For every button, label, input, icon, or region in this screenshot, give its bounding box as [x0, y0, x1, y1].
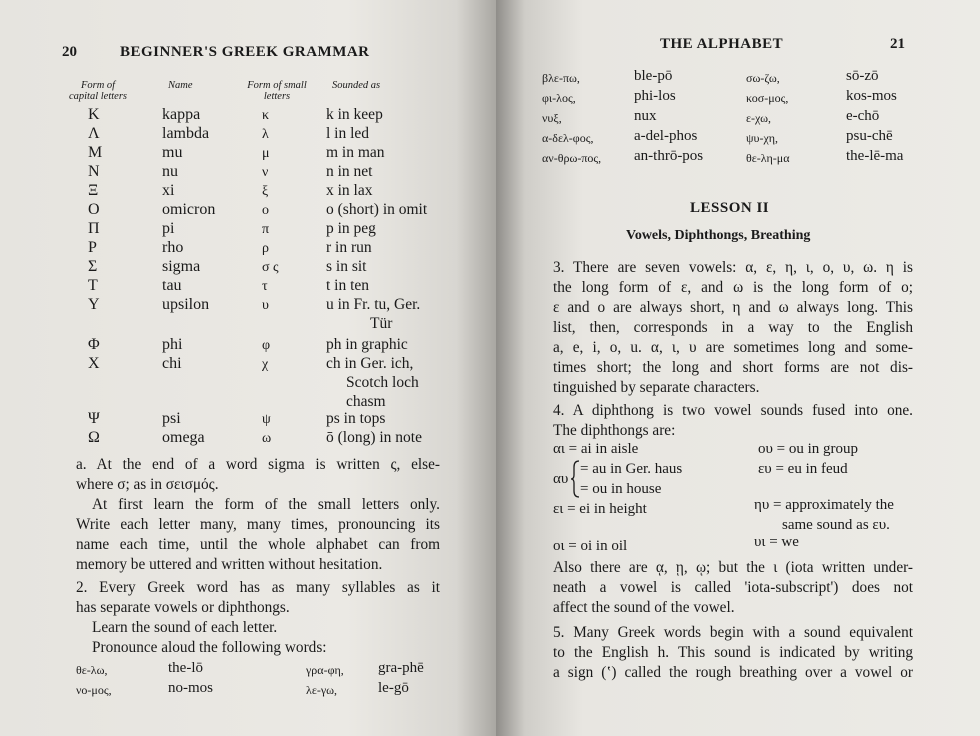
diphthong-ai: αι = ai in aisle	[553, 441, 639, 457]
transliteration: ble-pō	[634, 68, 673, 84]
page-number: 20	[62, 44, 77, 60]
header-sound: Sounded as	[332, 80, 381, 91]
letter-sound: u in Fr. tu, Ger.	[326, 296, 421, 313]
diphthong-hu-2: same sound as ευ.	[782, 517, 890, 533]
diphthong-au-2: = ou in house	[580, 481, 662, 497]
letter-name: psi	[162, 410, 181, 427]
greek-word: ε-χω,	[746, 111, 771, 125]
letter-sound: x in lax	[326, 182, 373, 199]
small-letter: ψ	[262, 412, 271, 427]
capital-letter: Ρ	[88, 239, 97, 256]
letter-name: omicron	[162, 201, 216, 218]
letter-sound: n in net	[326, 163, 373, 180]
letter-name: upsilon	[162, 296, 210, 313]
note-a-line-1: a. At the end of a word sigma is written ς, else-	[76, 456, 440, 473]
letter-sound: t in ten	[326, 277, 370, 294]
iota-para-line-1: Also there are ᾳ, ῃ, ῳ; but the ι (iota written under-	[553, 559, 913, 576]
letter-name: xi	[162, 182, 175, 199]
diphthong-eu: ευ = eu in feud	[758, 461, 848, 477]
small-letter: σ ς	[262, 260, 279, 275]
greek-word: κοσ-μος,	[746, 91, 789, 105]
letter-sound: p in peg	[326, 220, 376, 237]
greek-word: γρα-φη,	[306, 663, 344, 677]
diphthong-au-1: = au in Ger. haus	[580, 461, 683, 477]
capital-letter: Σ	[88, 258, 98, 275]
capital-letter: Χ	[88, 355, 100, 372]
letter-name: chi	[162, 355, 182, 372]
capital-letter: Ν	[88, 163, 100, 180]
transliteration: an-thrō-pos	[634, 148, 704, 164]
pronounce-line: Pronounce aloud the following words:	[92, 639, 327, 656]
iota-para-line-2: neath a vowel is called 'iota-subscript') does not	[553, 579, 913, 596]
transliteration: sō-zō	[846, 68, 879, 84]
transliteration: kos-mos	[846, 88, 897, 104]
para-2-line-2: has separate vowels or diphthongs.	[76, 599, 290, 616]
small-letter: τ	[262, 279, 268, 294]
para-2-line-1: 2. Every Greek word has as many syllables as it	[76, 579, 440, 596]
letter-name: lambda	[162, 125, 210, 142]
small-letter: φ	[262, 338, 271, 353]
greek-word: θε-λη-μα	[746, 151, 790, 165]
para-3-line: a, e, i, o, u. α, ι, υ are sometimes long and some-	[553, 339, 913, 356]
capital-letter: Ω	[88, 429, 100, 446]
first-para-line-3: name each time, until the whole alphabet can from	[76, 536, 440, 553]
capital-letter: Ψ	[88, 410, 100, 427]
letter-name: tau	[162, 277, 182, 294]
letter-sound: ō (long) in note	[326, 429, 422, 446]
letter-name: nu	[162, 163, 178, 180]
capital-letter: Φ	[88, 336, 100, 353]
letter-name: rho	[162, 239, 184, 256]
capital-letter: Υ	[88, 296, 100, 313]
letter-sound-cont: Tür	[370, 315, 393, 332]
lesson-title: LESSON II	[690, 200, 770, 216]
capital-letter: Τ	[88, 277, 98, 294]
page-number: 21	[890, 36, 905, 52]
greek-word: αν-θρω-πος,	[542, 151, 602, 165]
para-3-line: ε and ο are always short, η and ω always long. This	[553, 299, 913, 316]
transliteration: nux	[634, 108, 657, 124]
diphthong-ou: ου = ou in group	[758, 441, 859, 457]
greek-word: φι-λος,	[542, 91, 576, 105]
para-3-line: the long form of ε, and ω is the long form of ο;	[553, 279, 913, 296]
capital-letter: Κ	[88, 106, 100, 123]
small-letter: ξ	[262, 184, 269, 199]
letter-sound: m in man	[326, 144, 385, 161]
small-letter: λ	[262, 127, 269, 142]
transliteration: the-lē-ma	[846, 148, 904, 164]
header-small: Form of small letters	[247, 80, 307, 102]
learn-line: Learn the sound of each letter.	[92, 619, 278, 636]
para-5-line-2: to the English h. This sound is indicated by writing	[553, 644, 913, 661]
diphthong-hu-1: ηυ = approximately the	[754, 497, 894, 513]
letter-sound: ps in tops	[326, 410, 386, 427]
header-capital: Form of capital letters	[68, 80, 128, 102]
capital-letter: Λ	[88, 125, 100, 142]
small-letter: υ	[262, 298, 269, 313]
diphthong-au-label: αυ	[553, 471, 569, 487]
transliteration: psu-chē	[846, 128, 893, 144]
para-4-line-2: The diphthongs are:	[553, 422, 676, 439]
small-letter: π	[262, 222, 270, 237]
transliteration: a-del-phos	[634, 128, 698, 144]
transliteration: no-mos	[168, 680, 213, 696]
small-letter: ρ	[262, 241, 269, 256]
letter-name: mu	[162, 144, 183, 161]
first-para-line-4: memory be uttered and written without hesitation.	[76, 556, 383, 573]
greek-word: θε-λω,	[76, 663, 108, 677]
diphthong-ui: υι = we	[754, 534, 799, 550]
letter-sound: r in run	[326, 239, 372, 256]
greek-word: βλε-πω,	[542, 71, 580, 85]
letter-name: kappa	[162, 106, 201, 123]
small-letter: ο	[262, 203, 269, 218]
greek-word: α-δελ-φος,	[542, 131, 594, 145]
iota-para-last: affect the sound of the vowel.	[553, 599, 735, 616]
small-letter: κ	[262, 108, 270, 123]
capital-letter: Ο	[88, 201, 100, 218]
small-letter: μ	[262, 146, 270, 161]
transliteration: gra-phē	[378, 660, 424, 676]
capital-letter: Π	[88, 220, 100, 237]
small-letter: ω	[262, 431, 272, 446]
greek-word: λε-γω,	[306, 683, 338, 697]
header-name: Name	[168, 80, 193, 91]
running-head: BEGINNER'S GREEK GRAMMAR	[120, 44, 370, 60]
transliteration: phi-los	[634, 88, 676, 104]
greek-word: ψυ-χη,	[746, 131, 779, 145]
lesson-subtitle: Vowels, Diphthongs, Breathing	[626, 228, 811, 243]
letter-sound: k in keep	[326, 106, 383, 123]
para-3-line: times short; the long and short forms are not dis-	[553, 359, 913, 376]
small-letter: χ	[262, 357, 269, 372]
diphthong-ei: ει = ei in height	[553, 501, 647, 517]
para-5-line-3: a sign (ʽ) called the rough breathing over a vowel or	[553, 664, 913, 681]
letter-name: pi	[162, 220, 175, 237]
first-para-line-1: At first learn the form of the small letters only.	[92, 496, 440, 513]
transliteration: the-lō	[168, 660, 203, 676]
first-para-line-2: Write each letter many, many times, pronouncing its	[76, 516, 440, 533]
letter-sound-cont: Scotch loch	[346, 374, 419, 391]
diphthong-oi: οι = oi in oil	[553, 538, 628, 554]
letter-sound-cont: chasm	[346, 393, 386, 410]
right-page	[496, 0, 980, 736]
letter-name: omega	[162, 429, 205, 446]
letter-sound: ph in graphic	[326, 336, 408, 353]
greek-word: σω-ζω,	[746, 71, 780, 85]
transliteration: e-chō	[846, 108, 880, 124]
para-5-line-1: 5. Many Greek words begin with a sound equivalent	[553, 624, 913, 641]
letter-name: phi	[162, 336, 183, 353]
capital-letter: Μ	[88, 144, 103, 161]
running-head: THE ALPHABET	[660, 36, 784, 52]
letter-sound: l in led	[326, 125, 370, 142]
para-3-last: tinguished by separate characters.	[553, 379, 760, 396]
para-3-line: list, then, corresponds in a way to the English	[553, 319, 913, 336]
letter-sound: ch in Ger. ich,	[326, 355, 414, 372]
small-letter: ν	[262, 165, 269, 180]
para-3-line: 3. There are seven vowels: α, ε, η, ι, ο, υ, ω. η is	[553, 259, 913, 276]
transliteration: le-gō	[378, 680, 409, 696]
letter-sound: o (short) in omit	[326, 201, 428, 218]
capital-letter: Ξ	[88, 182, 99, 199]
greek-word: νο-μος,	[76, 683, 112, 697]
brace-icon	[570, 460, 580, 498]
para-4-line-1: 4. A diphthong is two vowel sounds fused into one.	[553, 402, 913, 419]
letter-sound: s in sit	[326, 258, 367, 275]
note-a-line-2: where σ; as in σεισμός.	[76, 476, 219, 493]
greek-word: νυξ,	[542, 111, 562, 125]
letter-name: sigma	[162, 258, 201, 275]
